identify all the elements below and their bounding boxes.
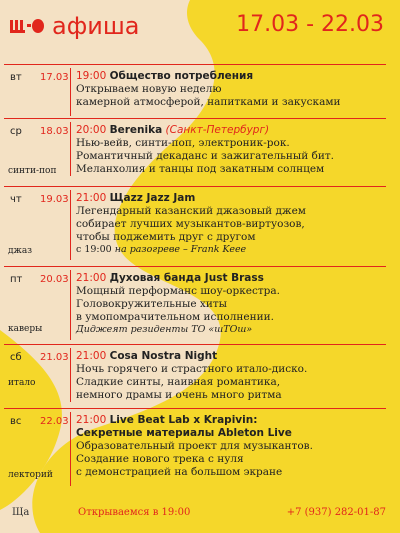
divider [70, 122, 71, 176]
event-row [0, 64, 400, 118]
event-sub: Диджеят резиденты ТО «шТОш» [76, 324, 253, 335]
event-tag: лекторий [8, 470, 53, 480]
event-content [76, 272, 390, 336]
footer-phone[interactable]: +7 (937) 282-01-87 [286, 507, 386, 518]
event-name: Berenika [109, 124, 163, 136]
event-sub-prefix: с 19:00 [76, 244, 112, 255]
header [0, 0, 400, 50]
event-name: Духовая банда Just Brass [109, 272, 264, 284]
event-desc: Ночь горячего и страстного итало-диско. [76, 363, 308, 375]
event-time: 20:00 [76, 124, 107, 136]
separator [4, 408, 386, 409]
event-desc: камерной атмосферой, напитками и закусками [76, 96, 341, 108]
separator [4, 118, 386, 119]
footer-venue: Ща [12, 507, 30, 518]
event-date: 20.03 [40, 274, 69, 285]
event-tag: итало [8, 378, 36, 388]
event-date: 22.03 [40, 416, 69, 427]
separator [4, 266, 386, 267]
event-day: чт [10, 194, 22, 205]
event-desc: Создание нового трека с нуля [76, 453, 244, 465]
event-content [76, 124, 390, 176]
divider [70, 412, 71, 486]
event-time: 21:00 [76, 414, 107, 426]
logo-icon [10, 16, 46, 34]
event-row [0, 408, 400, 488]
event-desc: чтобы поджемить друг с другом [76, 231, 256, 243]
event-content [76, 414, 390, 479]
event-day: пт [10, 274, 23, 285]
event-desc: в умопомрачительном исполнении. [76, 311, 274, 323]
event-date: 21.03 [40, 352, 69, 363]
event-name: Щazz Jazz Jam [109, 192, 196, 204]
event-row [0, 344, 400, 404]
divider [70, 68, 71, 116]
footer [0, 493, 400, 533]
event-desc: немного драмы и очень много ритма [76, 389, 282, 401]
event-sub [76, 244, 390, 256]
separator [4, 344, 386, 345]
event-day: ср [10, 126, 22, 137]
event-content [76, 350, 390, 402]
event-date: 18.03 [40, 126, 69, 137]
page-title: афиша [52, 12, 140, 40]
event-row [0, 266, 400, 342]
separator [4, 64, 386, 65]
event-desc: Нью-вейв, синти-поп, электроник-рок. [76, 137, 290, 149]
event-sub-text: на разогреве – Frank Keee [114, 244, 247, 255]
event-date: 17.03 [40, 72, 69, 83]
event-day: вс [10, 416, 22, 427]
event-name: Общество потребления [109, 70, 254, 82]
event-name: Cosa Nostra Night [109, 350, 218, 362]
event-day: вт [10, 72, 22, 83]
event-desc: Головокружительные хиты [76, 298, 228, 310]
event-desc: Меланхолия и танцы под закатным солнцем [76, 163, 325, 175]
event-desc: с демонстрацией на большом экране [76, 466, 283, 478]
event-tag: джаз [8, 246, 33, 256]
event-time: 21:00 [76, 272, 107, 284]
event-desc: Легендарный казанский джазовый джем [76, 205, 306, 217]
event-content [76, 192, 390, 256]
event-day: сб [10, 352, 22, 363]
event-tag: синти-поп [8, 166, 57, 176]
event-name-line2: Секретные материалы Ableton Live [76, 427, 292, 439]
event-time: 19:00 [76, 70, 107, 82]
separator [4, 186, 386, 187]
event-content [76, 70, 390, 109]
event-desc: Образовательный проект для музыкантов. [76, 440, 313, 452]
event-time: 21:00 [76, 192, 107, 204]
event-desc: Мощный перформанс шоу-оркестра. [76, 285, 281, 297]
event-tag: каверы [8, 324, 43, 334]
event-row [0, 118, 400, 178]
divider [70, 190, 71, 260]
event-desc: Сладкие синты, наивная романтика, [76, 376, 281, 388]
event-time: 21:00 [76, 350, 107, 362]
event-city: (Санкт-Петербург) [165, 124, 270, 136]
event-name: Live Beat Lab x Krapivin: [109, 414, 258, 426]
event-desc: Открываем новую неделю [76, 83, 222, 95]
event-desc: собирает лучших музыкантов-виртуозов, [76, 218, 305, 230]
event-row [0, 186, 400, 262]
divider [70, 270, 71, 340]
date-range: 17.03 - 22.03 [236, 12, 384, 37]
event-desc: Романтичный декаданс и зажигательный бит. [76, 150, 335, 162]
event-date: 19.03 [40, 194, 69, 205]
footer-hours: Открываемся в 19:00 [78, 507, 191, 518]
divider [70, 348, 71, 402]
